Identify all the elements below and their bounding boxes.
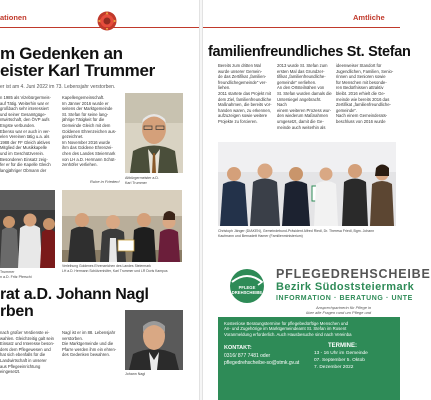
article1-headline-line2: eister Karl Trummer bbox=[0, 61, 155, 80]
nagl-portrait-caption: Johann Nagl bbox=[125, 372, 146, 376]
ad-services: INFORMATION · BERATUNG · UNTE bbox=[276, 295, 413, 302]
rest-in-peace: Ruhe in Frieden! bbox=[90, 179, 120, 184]
certificate-photo-caption: Christoph Jänger (DIAKEN), Gemeindebund-Präsident Alfred Riedl, Dr. Theresa Friedl, Bgm. Johann Kaufmann und Bernadett Hamer (Familienministerium) bbox=[218, 229, 375, 238]
trummer-portrait-photo bbox=[125, 93, 183, 173]
ad-subtitle: Bezirk Südoststeiermark bbox=[276, 281, 415, 293]
contact-phone[interactable]: 0316/ 877 7481 oder bbox=[224, 353, 271, 359]
trummer-portrait-caption: Altbürgermeister a.D. Karl Trummer bbox=[125, 176, 159, 185]
award-ceremony-photo bbox=[62, 190, 182, 262]
termine-label: TERMINE: bbox=[328, 343, 357, 349]
article2-headline-line1: rat a.D. Johann Nagl bbox=[0, 286, 149, 303]
award-ceremony-caption: Verleihung Goldenes Ehrenzeichen des Landes Steiermark LH a.D. Hermann Schützenhöfer, Karl Trummer und LR Doris Kampus bbox=[62, 264, 168, 273]
rose-emblem-icon bbox=[96, 10, 118, 32]
left-page bbox=[0, 0, 199, 400]
right-body-col1: Bereits zum dritten Mal wurde unserer Gemein- de das Zertifikat „familien- freundlichegemeinde" ver- liehen. 2011 startete das Projekt mit dem Ziel, familienfreundliche Maßnahmen, die bereits vor- handen waren, zu erkennen, aufzuzeigen sowie weitere Projekte zu forcieren. bbox=[218, 63, 272, 124]
ad-description: Kostenlose Beratungstermine für pflegebedürftige Menschen und An- und Zugehörige im Marktgemeindeamt St. Stefan im Rosent Voranmeldung erforderlich. Auch Hausbesuche sind nach Vereinba bbox=[224, 321, 352, 337]
termine-time: 13 - 16 Uhr im Gemeinde bbox=[314, 351, 368, 356]
logo-text-line1: PFLEGE bbox=[238, 285, 256, 290]
article1-body-col2: Kapellengemeinschaft. Im Jänner 2016 wurde er seitens der Marktgemeinde St. Stefan für seine lang- jährige Tätigkeit für die Gemeinde Gleich mit dem Goldenen Ehrenzeichen aus- gezeichnet. Im November 2016 wurde ihm das Goldene Ehrenzei- chen des Landes Steiermark von LH a.D. Hermann Schüt- zenhöfer verliehen. bbox=[62, 95, 117, 168]
certificate-group-photo bbox=[218, 142, 396, 226]
header-rule-right bbox=[203, 27, 400, 28]
contact-email-link[interactable]: pflegedrehscheibe-so@stmk.gv.at bbox=[224, 360, 300, 366]
header-rule bbox=[0, 27, 199, 28]
pflegedrehscheibe-logo bbox=[224, 268, 270, 304]
pflegedrehscheibe-ad bbox=[218, 262, 431, 400]
nagl-portrait-photo bbox=[125, 310, 183, 370]
article1-body-col1: n 1985 als Vizebürgermeis- auf Tätig. Weiterhin war er großbach sehr interessiert und seiner Gesamtgüge- ntwirtschaft, den ÖVP aufs Engste verbunden. Ebenso war er auch in ver- elen Vereinen tätig u.a. als 1988 der FF Gleich aktives Mitglied der Musikkapelle und im Geschützverein. Besonderen Einsatz zeig- fer er für die Kapelle Gleich langjähriger Obmann der bbox=[0, 95, 51, 173]
article1-photo1-caption: Trummer n a.D. Fritz Pferschi bbox=[0, 270, 32, 279]
right-body-col2: 2013 wurde St. Stefan zum ersten Mal das Grundzer- tifikat „familienfreundliche- gemeinde" verliehen. An den Ortsteilnähen von St. Stefan wurden damals die Untersiegel angebracht. Nach einem weiteren Prozess wur- den wiederum Maßnahmen umgesetzt, damit die Ge- meinde auch weiterhin als bbox=[277, 63, 332, 130]
contact-label: KONTAKT: bbox=[224, 345, 252, 351]
article1-group-photo bbox=[0, 190, 55, 268]
ad-tagline: Ansprechpartnerin für Pflege in über alle Fragen rund um Pflege und bbox=[306, 305, 372, 315]
section-label: ationen bbox=[0, 13, 27, 22]
termine-dates-1: 07. September 5. Oktob bbox=[314, 358, 365, 363]
article2-body-col2: Nagl ist er im 88. Lebensjahr verstorben. Die Marktgemeinde und die Pfarre werden ihm ein ehren- des Gedenken bewahren. bbox=[62, 330, 117, 358]
ad-info-panel bbox=[218, 317, 400, 400]
article1-headline-line1: m Gedenken an bbox=[0, 44, 123, 63]
logo-text-line2: DREHSCHEIBE bbox=[231, 290, 263, 295]
ad-title: PFLEGEDREHSCHEIBE bbox=[276, 267, 431, 281]
right-body-col3: ideenweiser Standort für Jugendlichen, Familien, Senio- rinnen und Senioren sowie für Menschen mit besonde- ren Bedürfnissen attraktiv bleibt. 2016 erhielt die Ge- meinde wie bereits 2016 das Zertifikat „familienfreundliche- gemeinde". Nach einem Gemeinderats- beschluss von 2016 wurde bbox=[336, 63, 394, 124]
article2-headline-line2: rben bbox=[0, 303, 34, 320]
article2-body-col1: nach großer Verdienste ei- wahlen. Gleichzeitig galt sein Einsatz und Interesse beson- ders dem Pflegewesen und hat sich ebenfalls für die Landwirtschaft in unserer aus Pflegeeinrichtung eingesetzt. bbox=[0, 330, 55, 375]
termine-dates-2: 7. Dezember 2022 bbox=[314, 365, 354, 370]
right-headline: familienfreundliches St. Stefan bbox=[208, 44, 411, 60]
article1-intro: er ist am 4. Juni 2022 im 73. Lebensjahr verstorben. bbox=[0, 84, 116, 90]
section-label-right: Amtliche bbox=[353, 13, 385, 22]
